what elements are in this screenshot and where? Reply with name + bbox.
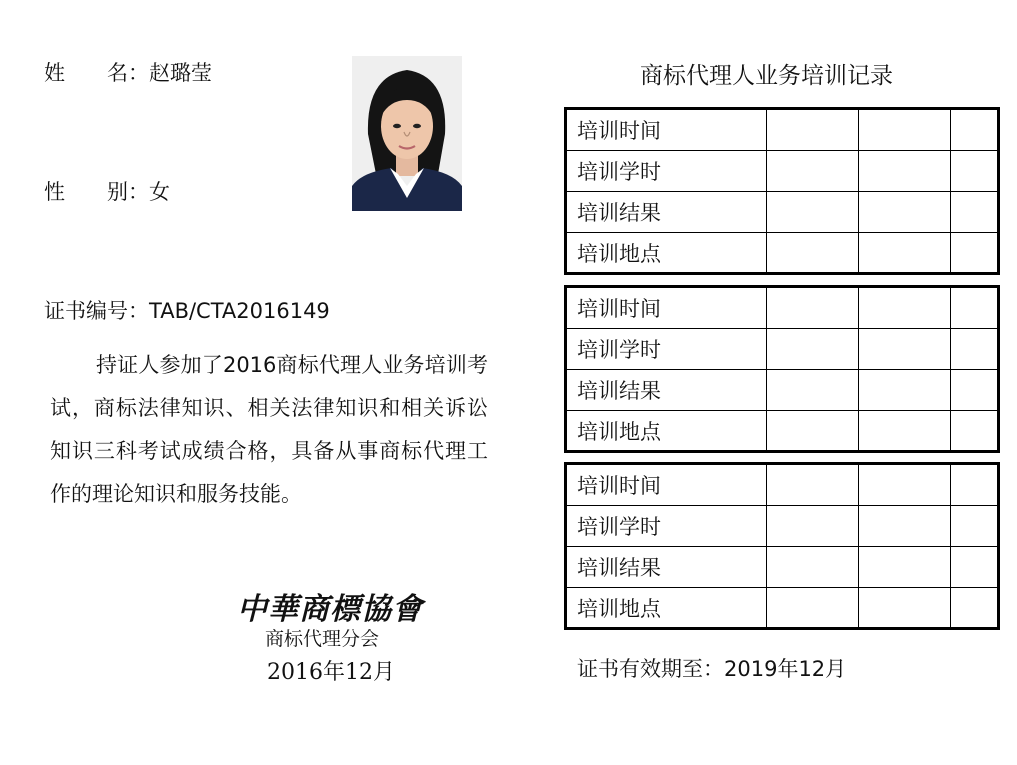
table-cell — [859, 151, 951, 192]
gender-value: 女 — [149, 180, 170, 204]
table-cell — [859, 329, 951, 370]
table-row — [567, 588, 997, 629]
training-table — [567, 110, 997, 273]
table-cell — [767, 329, 859, 370]
row-label: 培训时间 — [567, 288, 767, 329]
table-cell — [951, 506, 997, 547]
row-label: 培训时间 — [567, 465, 767, 506]
table-cell — [767, 192, 859, 233]
validity-label: 证书有效期至： — [577, 657, 724, 681]
row-label: 培训结果 — [567, 192, 767, 233]
training-record-block-1 — [564, 107, 1000, 275]
validity-value: 2019年12月 — [724, 657, 847, 681]
table-row — [567, 370, 997, 411]
table-cell — [767, 506, 859, 547]
table-cell — [951, 192, 997, 233]
table-row — [567, 329, 997, 370]
row-label: 培训学时 — [567, 151, 767, 192]
name-value: 赵璐莹 — [149, 61, 212, 85]
name-label: 姓 名： — [44, 61, 149, 85]
table-cell — [859, 465, 951, 506]
training-record-title: 商标代理人业务培训记录 — [640, 63, 893, 89]
table-cell — [859, 192, 951, 233]
table-cell — [951, 233, 997, 274]
table-cell — [859, 288, 951, 329]
association-calligraphy-logo: 中華商標協會 — [237, 592, 423, 627]
table-cell — [767, 233, 859, 274]
table-row — [567, 506, 997, 547]
row-label: 培训结果 — [567, 547, 767, 588]
table-cell — [951, 588, 997, 629]
table-cell — [951, 547, 997, 588]
table-row — [567, 110, 997, 151]
table-row — [567, 151, 997, 192]
training-table — [567, 288, 997, 451]
table-cell — [951, 465, 997, 506]
table-cell — [859, 233, 951, 274]
row-label: 培训地点 — [567, 411, 767, 452]
table-row — [567, 288, 997, 329]
table-row — [567, 411, 997, 452]
table-cell — [767, 110, 859, 151]
table-row — [567, 547, 997, 588]
table-cell — [767, 547, 859, 588]
row-label: 培训地点 — [567, 588, 767, 629]
cert-description: 持证人参加了2016商标代理人业务培训考试，商标法律知识、相关法律知识和相关诉讼知识三科考试成绩合格，具备从事商标代理工作的理论知识和服务技能。 — [50, 353, 488, 506]
table-cell — [859, 110, 951, 151]
table-cell — [767, 370, 859, 411]
table-cell — [767, 588, 859, 629]
row-label: 培训学时 — [567, 329, 767, 370]
row-label: 培训学时 — [567, 506, 767, 547]
table-cell — [767, 465, 859, 506]
row-label: 培训时间 — [567, 110, 767, 151]
table-cell — [951, 329, 997, 370]
table-cell — [859, 506, 951, 547]
cert-no-label: 证书编号： — [44, 299, 149, 323]
table-row — [567, 233, 997, 274]
row-label: 培训结果 — [567, 370, 767, 411]
name-row — [44, 57, 212, 87]
table-cell — [859, 547, 951, 588]
gender-label: 性 别： — [44, 180, 149, 204]
portrait-image — [352, 56, 462, 211]
validity-row — [577, 653, 846, 683]
training-table — [567, 465, 997, 628]
table-cell — [951, 411, 997, 452]
cert-no-row — [44, 295, 330, 325]
row-label: 培训地点 — [567, 233, 767, 274]
cert-no-value: TAB/CTA2016149 — [149, 299, 330, 323]
table-row — [567, 192, 997, 233]
table-cell — [951, 288, 997, 329]
table-cell — [859, 411, 951, 452]
training-record-block-2 — [564, 285, 1000, 453]
table-row — [567, 465, 997, 506]
issue-date: 2016年12月 — [267, 660, 395, 685]
table-cell — [951, 370, 997, 411]
table-cell — [951, 151, 997, 192]
table-cell — [767, 411, 859, 452]
association-branch-name: 商标代理分会 — [265, 628, 380, 650]
table-cell — [767, 151, 859, 192]
table-cell — [859, 588, 951, 629]
table-cell — [767, 288, 859, 329]
table-cell — [859, 370, 951, 411]
gender-row — [44, 176, 170, 206]
holder-photo — [352, 56, 462, 211]
table-cell — [951, 110, 997, 151]
training-record-block-3 — [564, 462, 1000, 630]
